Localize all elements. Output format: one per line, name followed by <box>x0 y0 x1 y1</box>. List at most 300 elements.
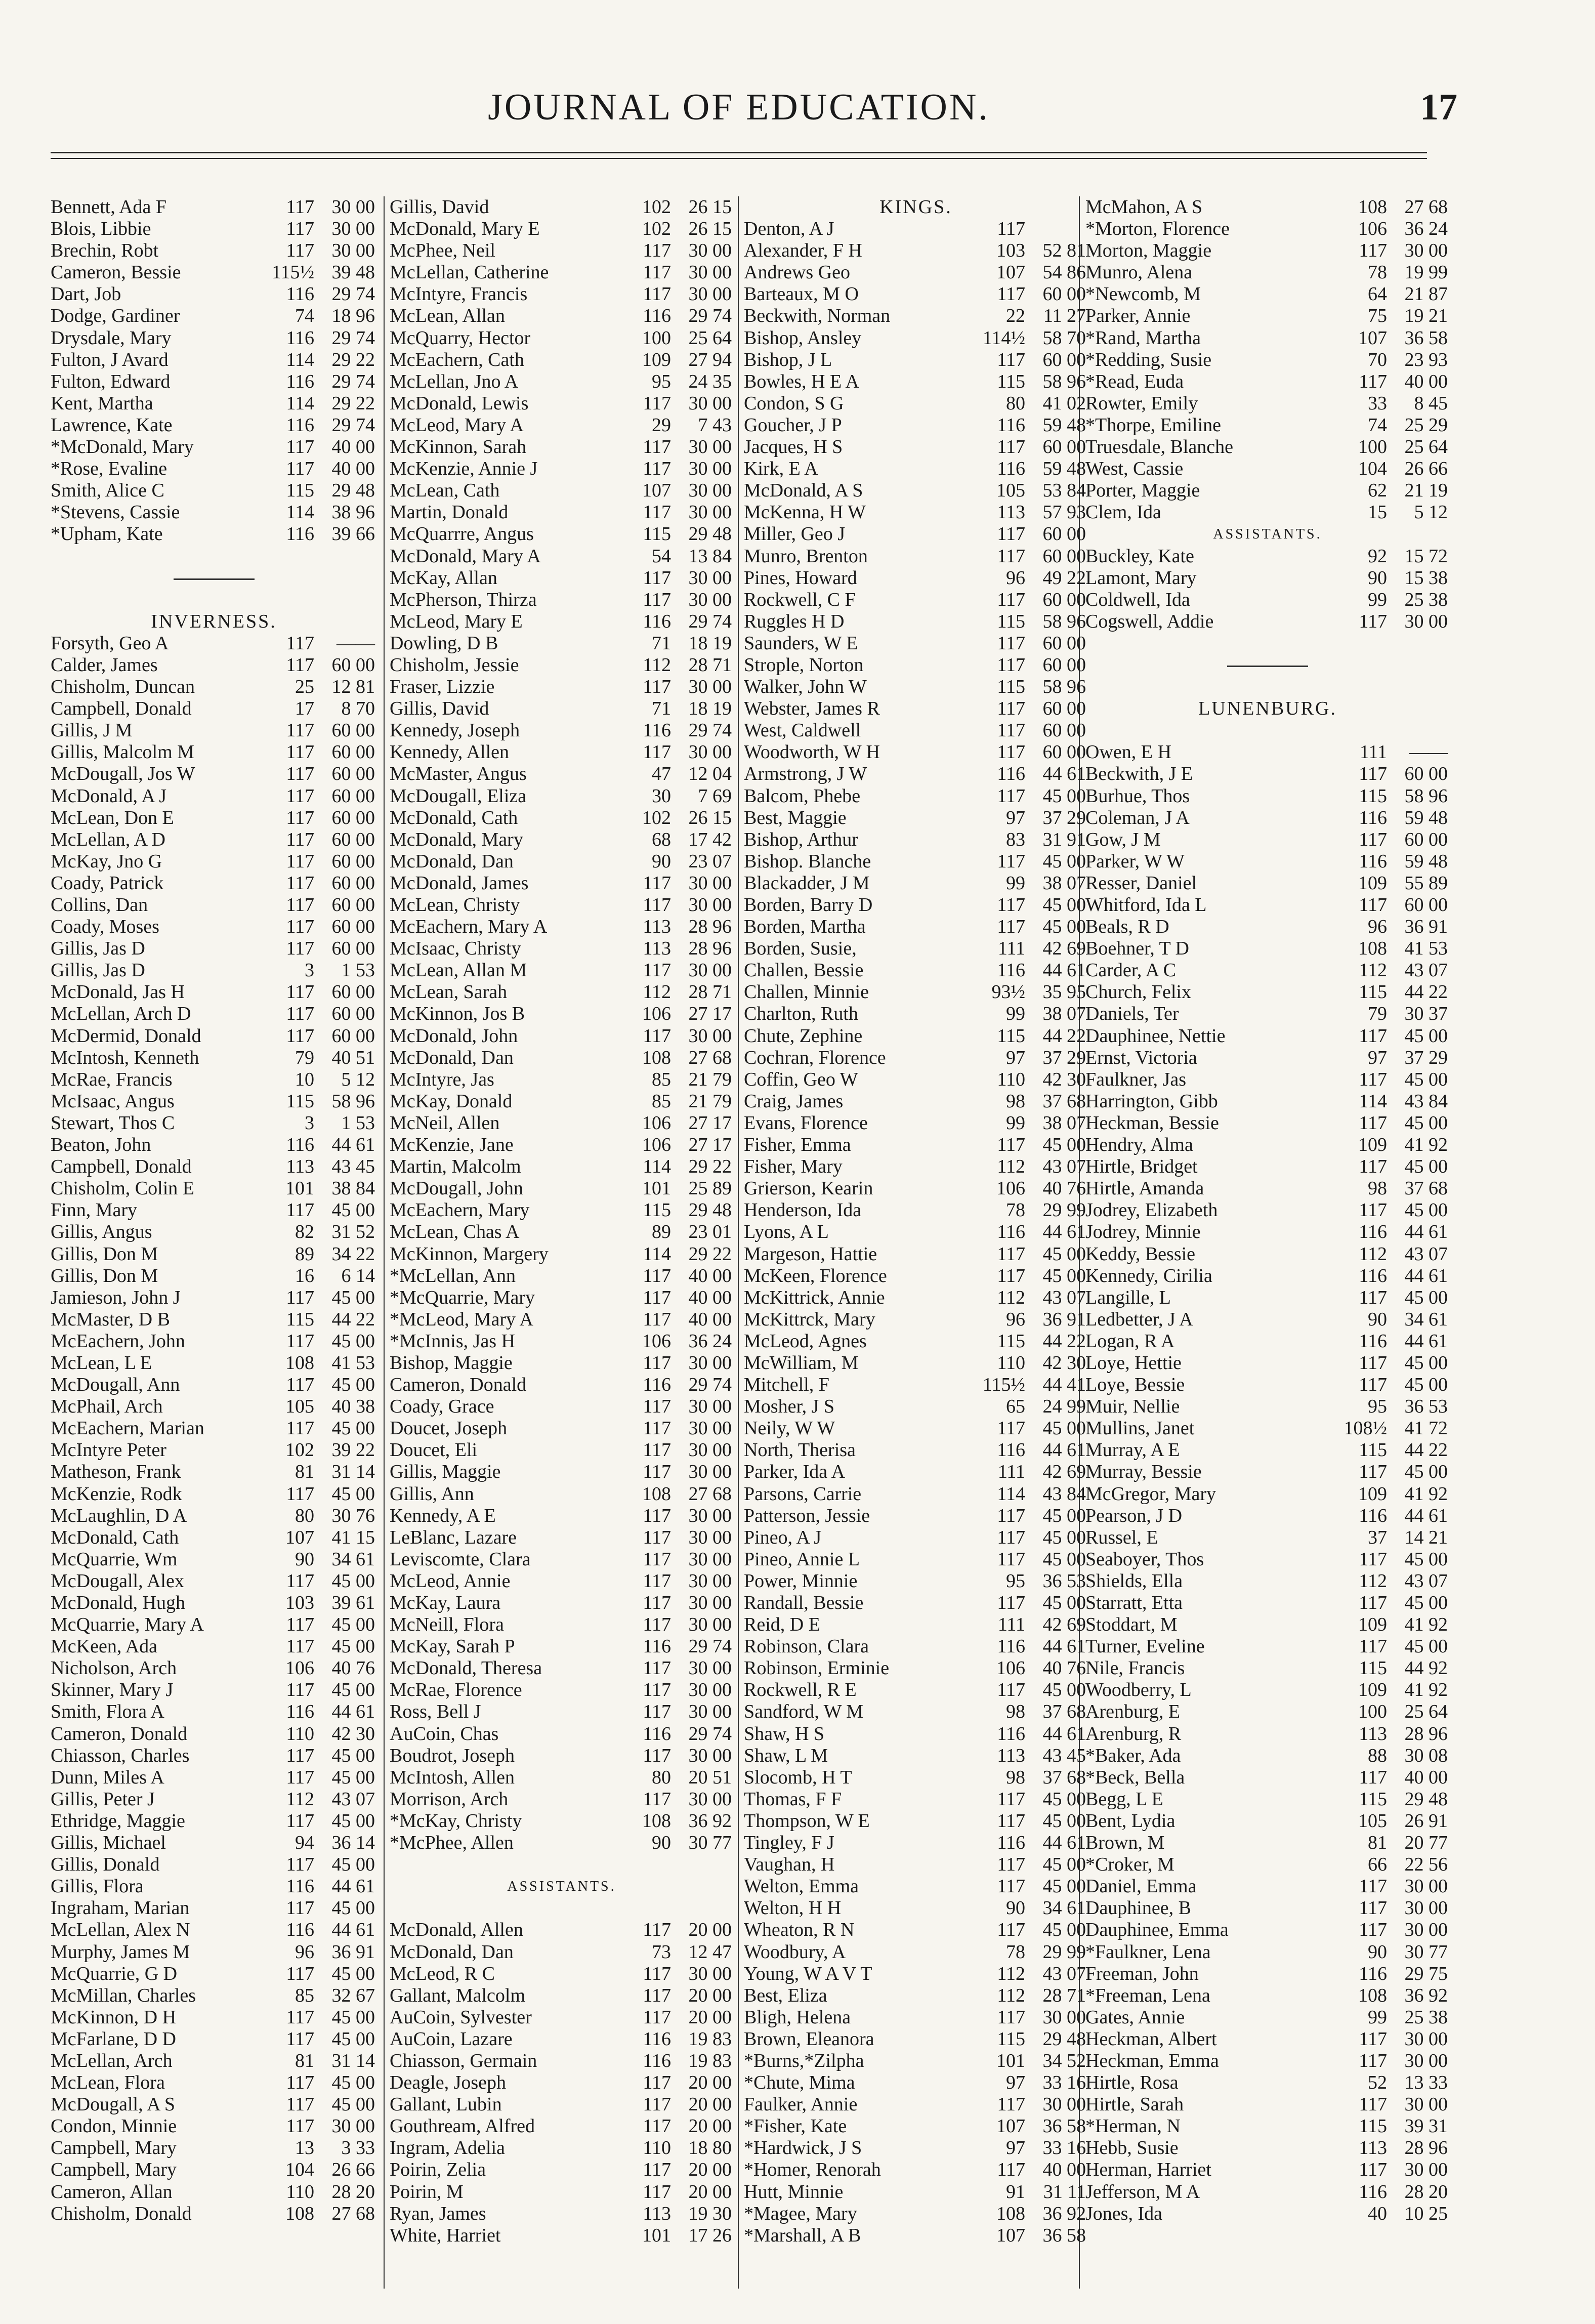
entry-amount: 19 99 <box>1404 262 1448 283</box>
section-divider <box>1085 654 1450 676</box>
entry-amount: 45 00 <box>1404 1592 1448 1613</box>
list-item <box>390 633 734 654</box>
entry-attendance: 80 <box>1006 392 1025 414</box>
entry-amount: 27 17 <box>688 1112 732 1134</box>
entry-amount: 30 00 <box>1404 1919 1448 1941</box>
entry-attendance: 16 <box>295 1265 314 1286</box>
entry-name: *Chute, Mima <box>744 2072 855 2094</box>
list-item <box>1085 1091 1450 1112</box>
entry-name: McLean, Chas A <box>390 1221 520 1243</box>
entry-name: McLellan, A D <box>51 828 165 850</box>
entry-attendance: 108 <box>642 1483 671 1505</box>
column-1 <box>51 196 377 2278</box>
entry-amount: 36 92 <box>1042 2203 1086 2224</box>
entry-amount: 25 64 <box>688 327 732 349</box>
entry-amount: 39 48 <box>331 262 375 283</box>
entry-name: Strople, Norton <box>744 654 864 676</box>
entry-amount: 30 00 <box>688 1396 732 1418</box>
entry-name: McKinnon, D H <box>51 2006 177 2028</box>
entry-amount: 45 00 <box>331 1854 375 1876</box>
entry-attendance: 70 <box>1368 349 1387 370</box>
entry-name: Reid, D E <box>744 1614 820 1636</box>
list-item <box>744 2137 1088 2159</box>
entry-name: Gillis, Angus <box>51 1221 152 1243</box>
entry-amount: 42 69 <box>1042 938 1086 960</box>
list-item <box>1085 327 1450 349</box>
entry-name: North, Therisa <box>744 1439 856 1461</box>
entry-amount: 37 29 <box>1404 1047 1448 1068</box>
entry-amount: 41 92 <box>1404 1614 1448 1636</box>
list-item <box>390 393 734 414</box>
entry-amount: 12 81 <box>331 676 375 698</box>
entry-name: Blois, Libbie <box>51 218 151 240</box>
entry-attendance: 116 <box>643 1374 671 1396</box>
entry-attendance: 115 <box>997 610 1025 632</box>
list-item <box>744 1374 1088 1396</box>
list-item <box>744 1897 1088 1919</box>
entry-attendance: 113 <box>643 2203 671 2224</box>
list-item <box>744 1876 1088 1897</box>
entry-amount: 29 74 <box>688 1374 732 1396</box>
entry-attendance: 95 <box>1006 1570 1025 1592</box>
entry-amount: 30 00 <box>688 894 732 916</box>
list-item <box>390 916 734 938</box>
entry-name: Nicholson, Arch <box>51 1657 177 1679</box>
list-item <box>744 873 1088 894</box>
entry-name: Thomas, F F <box>744 1788 842 1810</box>
entry-attendance: 117 <box>1359 2050 1387 2071</box>
entry-amount: 7 69 <box>698 785 732 807</box>
entry-name: Parker, Annie <box>1085 305 1191 327</box>
entry-amount: 37 68 <box>1404 1178 1448 1199</box>
list-item <box>51 1461 377 1483</box>
entry-amount: 44 61 <box>1042 960 1086 981</box>
list-item <box>744 283 1088 305</box>
entry-attendance: 96 <box>1006 567 1025 589</box>
entry-attendance: 107 <box>285 1526 314 1548</box>
entry-name: Cameron, Donald <box>390 1374 527 1396</box>
entry-name: Chisholm, Jessie <box>390 654 519 676</box>
entry-attendance: 62 <box>1368 480 1387 502</box>
list-item <box>744 218 1088 240</box>
list-item <box>1085 981 1450 1003</box>
entry-name: Freeman, John <box>1085 1963 1199 1984</box>
list-item <box>51 1876 377 1897</box>
entry-name: McKenzie, Rodk <box>51 1483 182 1505</box>
entry-name: Pines, Howard <box>744 567 857 589</box>
entry-amount: 36 24 <box>1404 218 1448 240</box>
entry-amount: 30 00 <box>688 1439 732 1461</box>
entry-amount: 40 00 <box>688 1286 732 1308</box>
entry-name: Muir, Nellie <box>1085 1396 1180 1418</box>
list-item <box>390 2050 734 2072</box>
list-item <box>390 1134 734 1156</box>
list-item <box>390 720 734 741</box>
list-item <box>390 2072 734 2094</box>
entry-attendance: 117 <box>997 632 1025 654</box>
entry-attendance: 117 <box>286 1854 314 1876</box>
entry-name: McLean, Don E <box>51 807 174 828</box>
entry-name: Whitford, Ida L <box>1085 894 1207 916</box>
entry-attendance: 117 <box>1359 370 1387 392</box>
entry-attendance: 71 <box>652 698 671 720</box>
entry-amount: 40 76 <box>1042 1657 1086 1679</box>
list-item <box>51 523 377 545</box>
list-item <box>1085 1810 1450 1832</box>
entry-name: McKeen, Ada <box>51 1636 158 1657</box>
entry-name: McQuarry, Hector <box>390 327 531 349</box>
section-heading: ASSISTANTS. <box>1213 526 1322 543</box>
entry-name: Daniels, Ter <box>1085 1003 1179 1025</box>
entry-attendance: 117 <box>643 240 671 262</box>
entry-amount: 31 11 <box>1043 2181 1086 2203</box>
entry-amount: 58 70 <box>1042 327 1086 349</box>
entry-name: McLellan, Alex N <box>51 1919 190 1941</box>
entry-name: Robinson, Clara <box>744 1636 869 1657</box>
entry-name: Daniel, Emma <box>1085 1876 1197 1897</box>
entry-amount: 30 00 <box>1404 2028 1448 2050</box>
entry-name: *Redding, Susie <box>1085 349 1212 370</box>
entry-amount: 30 00 <box>331 218 375 240</box>
list-item <box>390 1701 734 1723</box>
entry-name: Clem, Ida <box>1085 502 1161 523</box>
entry-name: Heckman, Albert <box>1085 2028 1217 2050</box>
entry-name: Seaboyer, Thos <box>1085 1548 1204 1570</box>
entry-name: Borden, Barry D <box>744 894 873 916</box>
entry-attendance: 117 <box>997 894 1025 916</box>
entry-name: Bligh, Helena <box>744 2006 851 2028</box>
entry-attendance: 117 <box>1359 1374 1387 1396</box>
entry-attendance: 112 <box>997 1984 1025 2006</box>
entry-amount: 42 30 <box>1042 1352 1086 1374</box>
entry-attendance: 117 <box>286 1745 314 1766</box>
entry-attendance: 117 <box>1359 1112 1387 1134</box>
entry-attendance: 117 <box>643 1286 671 1308</box>
list-item <box>51 807 377 829</box>
entry-amount: 19 30 <box>688 2203 732 2224</box>
entry-name: *Hardwick, J S <box>744 2137 862 2159</box>
entry-name: Ingram, Adelia <box>390 2137 505 2159</box>
entry-attendance: 117 <box>997 349 1025 370</box>
entry-amount: 39 31 <box>1404 2115 1448 2137</box>
list-item <box>51 2094 377 2115</box>
entry-attendance: 115 <box>1359 1439 1387 1461</box>
entry-attendance: 116 <box>1359 1265 1387 1286</box>
list-item <box>1085 2137 1450 2159</box>
entry-attendance: 117 <box>286 741 314 763</box>
entry-name: Rockwell, R E <box>744 1679 857 1701</box>
entry-name: Jones, Ida <box>1085 2203 1162 2224</box>
list-item <box>1085 283 1450 305</box>
list-item <box>390 1243 734 1265</box>
entry-name: McKinnon, Sarah <box>390 436 527 458</box>
entry-amount: 5 12 <box>1414 502 1448 523</box>
entry-attendance: 116 <box>643 2050 671 2071</box>
entry-name: Morrison, Arch <box>390 1788 509 1810</box>
entry-attendance: 108 <box>996 2203 1025 2224</box>
entry-name: Cogswell, Addie <box>1085 610 1214 632</box>
entry-amount: 45 00 <box>1404 1199 1448 1221</box>
entry-amount: 41 02 <box>1042 392 1086 414</box>
entry-attendance: 117 <box>1359 1025 1387 1047</box>
entry-name: Welton, Emma <box>744 1876 859 1897</box>
entry-attendance: 117 <box>286 807 314 828</box>
list-item <box>390 2203 734 2225</box>
entry-attendance: 79 <box>295 1047 314 1068</box>
entry-name: Doucet, Eli <box>390 1439 478 1461</box>
list-item <box>51 458 377 480</box>
entry-amount: 44 92 <box>1404 1657 1448 1679</box>
entry-attendance: 115 <box>1359 1788 1387 1810</box>
entry-amount: 30 00 <box>688 1679 732 1701</box>
list-item <box>51 2072 377 2094</box>
list-item <box>390 2028 734 2050</box>
entry-amount: 29 74 <box>688 1636 732 1657</box>
entry-amount: 45 00 <box>331 1745 375 1766</box>
entry-amount: 38 84 <box>331 1178 375 1199</box>
entry-amount: 31 52 <box>331 1221 375 1243</box>
entry-attendance: 98 <box>1006 1090 1025 1112</box>
entry-attendance: 117 <box>997 218 1025 240</box>
entry-amount: 30 00 <box>688 1025 732 1047</box>
list-item <box>51 1636 377 1657</box>
list-item <box>744 1701 1088 1723</box>
list-item <box>1085 480 1450 502</box>
spacer <box>1085 720 1450 741</box>
list-item <box>744 1003 1088 1025</box>
entry-name: Rockwell, C F <box>744 589 856 610</box>
entry-amount: 27 17 <box>688 1134 732 1156</box>
entry-amount: 40 00 <box>331 458 375 480</box>
entry-name: McLeod, Agnes <box>744 1330 867 1352</box>
entry-name: Shaw, H S <box>744 1723 825 1745</box>
section-heading: LUNENBURG. <box>1198 698 1337 720</box>
entry-name: Arenburg, E <box>1085 1701 1181 1723</box>
entry-amount: 54 86 <box>1042 262 1086 283</box>
entry-amount: 45 00 <box>331 1199 375 1221</box>
entry-amount: 45 00 <box>331 1330 375 1352</box>
entry-name: Campbell, Donald <box>51 698 192 720</box>
list-item <box>390 2225 734 2247</box>
entry-name: McPhail, Arch <box>51 1396 163 1418</box>
entry-attendance: 117 <box>286 654 314 676</box>
list-item <box>1085 1461 1450 1483</box>
entry-name: Dodge, Gardiner <box>51 305 180 327</box>
entry-attendance: 115 <box>997 1025 1025 1047</box>
list-item <box>1085 807 1450 829</box>
entry-amount: 40 00 <box>1042 2159 1086 2181</box>
entry-amount: 34 52 <box>1042 2050 1086 2071</box>
entry-attendance: 108 <box>285 1352 314 1374</box>
entry-name: Balcom, Phebe <box>744 785 861 807</box>
entry-attendance: 117 <box>1359 2094 1387 2115</box>
entry-name: Kennedy, A E <box>390 1505 496 1526</box>
entry-amount: 27 68 <box>1404 196 1448 218</box>
entry-attendance: 117 <box>643 436 671 458</box>
entry-amount: 44 22 <box>1042 1330 1086 1352</box>
entry-attendance: 117 <box>997 523 1025 545</box>
list-item <box>744 1156 1088 1178</box>
entry-name: Chisholm, Duncan <box>51 676 195 698</box>
entry-attendance: 117 <box>643 676 671 698</box>
list-item <box>744 1570 1088 1592</box>
entry-attendance: 85 <box>652 1090 671 1112</box>
entry-amount: 35 95 <box>1042 981 1086 1003</box>
entry-amount: 8 45 <box>1414 392 1448 414</box>
list-item <box>51 480 377 502</box>
entry-amount: 60 00 <box>331 654 375 676</box>
entry-attendance: 117 <box>643 960 671 981</box>
entry-amount: 45 00 <box>1404 1352 1448 1374</box>
list-item <box>51 436 377 458</box>
entry-name: Henderson, Ida <box>744 1199 862 1221</box>
entry-attendance: 116 <box>997 1832 1025 1854</box>
entry-attendance: 116 <box>286 370 314 392</box>
entry-attendance: 117 <box>643 1396 671 1418</box>
entry-amount: 24 35 <box>688 370 732 392</box>
entry-attendance: 103 <box>996 240 1025 262</box>
entry-name: *Fisher, Kate <box>744 2115 847 2137</box>
entry-amount: 36 91 <box>1404 916 1448 938</box>
entry-attendance: 117 <box>643 392 671 414</box>
entry-name: Bishop, Ansley <box>744 327 862 349</box>
entry-attendance: 111 <box>997 1461 1025 1483</box>
list-item <box>1085 1985 1450 2007</box>
spacer <box>51 589 377 611</box>
list-item <box>51 698 377 720</box>
entry-amount: 29 22 <box>331 349 375 370</box>
entry-attendance: 101 <box>285 1178 314 1199</box>
entry-attendance: 117 <box>643 872 671 894</box>
entry-name: McDonald, Theresa <box>390 1657 542 1679</box>
entry-attendance: 116 <box>286 283 314 305</box>
entry-amount: 36 92 <box>688 1810 732 1832</box>
entry-attendance: 111 <box>1359 741 1387 763</box>
list-item <box>1085 1112 1450 1134</box>
list-item <box>390 1505 734 1527</box>
list-item <box>744 1767 1088 1789</box>
entry-name: Murphy, James M <box>51 1941 190 1963</box>
list-item <box>390 785 734 807</box>
list-item <box>51 2159 377 2181</box>
list-item <box>1085 1876 1450 1897</box>
entry-amount: 42 30 <box>331 1723 375 1745</box>
entry-attendance: 98 <box>1006 1766 1025 1788</box>
list-item <box>1085 218 1450 240</box>
entry-attendance: 113 <box>997 1745 1025 1766</box>
entry-amount: 12 04 <box>688 763 732 785</box>
list-item <box>390 1221 734 1243</box>
entry-name: Margeson, Hattie <box>744 1243 877 1265</box>
entry-amount: 30 00 <box>688 872 732 894</box>
entry-name: McNeil, Allen <box>390 1112 500 1134</box>
entry-amount: 44 61 <box>1042 1439 1086 1461</box>
entry-amount: 43 07 <box>1042 1963 1086 1984</box>
entry-name: McIntyre, Francis <box>390 283 528 305</box>
header-rule <box>51 152 1427 153</box>
entry-name: Gallant, Malcolm <box>390 1984 526 2006</box>
entry-name: Harrington, Gibb <box>1085 1090 1218 1112</box>
list-item <box>51 1657 377 1679</box>
entry-name: Thompson, W E <box>744 1810 870 1832</box>
entry-attendance: 3 <box>305 960 314 981</box>
entry-amount: 19 83 <box>688 2050 732 2071</box>
entry-name: Ross, Bell J <box>390 1701 481 1723</box>
entry-amount: 44 61 <box>1042 1636 1086 1657</box>
list-item <box>51 633 377 654</box>
list-item <box>51 414 377 436</box>
list-item <box>51 393 377 414</box>
entry-attendance: 91 <box>1006 2181 1025 2203</box>
list-item <box>744 2028 1088 2050</box>
entry-attendance: 117 <box>286 1418 314 1439</box>
entry-name: Matheson, Frank <box>51 1461 181 1483</box>
entry-name: Challen, Minnie <box>744 981 869 1003</box>
list-item <box>1085 1592 1450 1614</box>
entry-name: McDougall, Ann <box>51 1374 180 1396</box>
list-item <box>1085 763 1450 785</box>
entry-attendance: 99 <box>1006 872 1025 894</box>
entry-amount: 30 00 <box>1404 2050 1448 2071</box>
entry-name: McEachern, Marian <box>51 1418 204 1439</box>
entry-attendance: 114 <box>643 1156 671 1178</box>
entry-amount: 18 96 <box>331 305 375 327</box>
entry-name: Gillis, Malcolm M <box>51 741 194 763</box>
entry-amount: 36 14 <box>331 1832 375 1854</box>
list-item <box>1085 2072 1450 2094</box>
entry-amount: 30 77 <box>1404 1941 1448 1963</box>
list-item <box>1085 1679 1450 1701</box>
entry-amount: 44 61 <box>1042 763 1086 785</box>
list-item <box>744 327 1088 349</box>
entry-attendance: 117 <box>286 1025 314 1047</box>
entry-name: McDonald, Jas H <box>51 981 185 1003</box>
list-item <box>744 523 1088 545</box>
list-item <box>51 763 377 785</box>
entry-amount: 29 22 <box>688 1243 732 1265</box>
column-2 <box>390 196 734 2278</box>
list-item <box>1085 1418 1450 1439</box>
list-item <box>390 1418 734 1439</box>
entry-name: Alexander, F H <box>744 240 862 262</box>
entry-attendance: 117 <box>997 1919 1025 1941</box>
entry-name: Wheaton, R N <box>744 1919 855 1941</box>
column-divider <box>738 196 739 2289</box>
entry-attendance: 117 <box>997 1265 1025 1286</box>
entry-attendance: 117 <box>643 502 671 523</box>
entry-amount: 44 61 <box>331 1919 375 1941</box>
entry-amount: 44 61 <box>1404 1330 1448 1352</box>
entry-name: *McInnis, Jas H <box>390 1330 516 1352</box>
entry-attendance: 117 <box>997 850 1025 872</box>
list-item <box>1085 741 1450 763</box>
entry-amount: 8 70 <box>341 698 375 720</box>
entry-name: *Newcomb, M <box>1085 283 1201 305</box>
entry-amount: 33 16 <box>1042 2072 1086 2094</box>
entry-attendance: 100 <box>1358 1701 1387 1723</box>
entry-attendance: 15 <box>1368 502 1387 523</box>
entry-attendance: 54 <box>652 545 671 567</box>
entry-amount: 53 84 <box>1042 480 1086 502</box>
entry-attendance: 117 <box>643 2006 671 2028</box>
entry-amount: 10 25 <box>1404 2203 1448 2224</box>
entry-attendance: 13 <box>295 2137 314 2159</box>
entry-attendance: 90 <box>1368 1308 1387 1330</box>
entry-attendance: 116 <box>286 1134 314 1156</box>
list-item <box>744 1243 1088 1265</box>
entry-name: McKay, Donald <box>390 1090 513 1112</box>
entry-amount: 57 93 <box>1042 502 1086 523</box>
